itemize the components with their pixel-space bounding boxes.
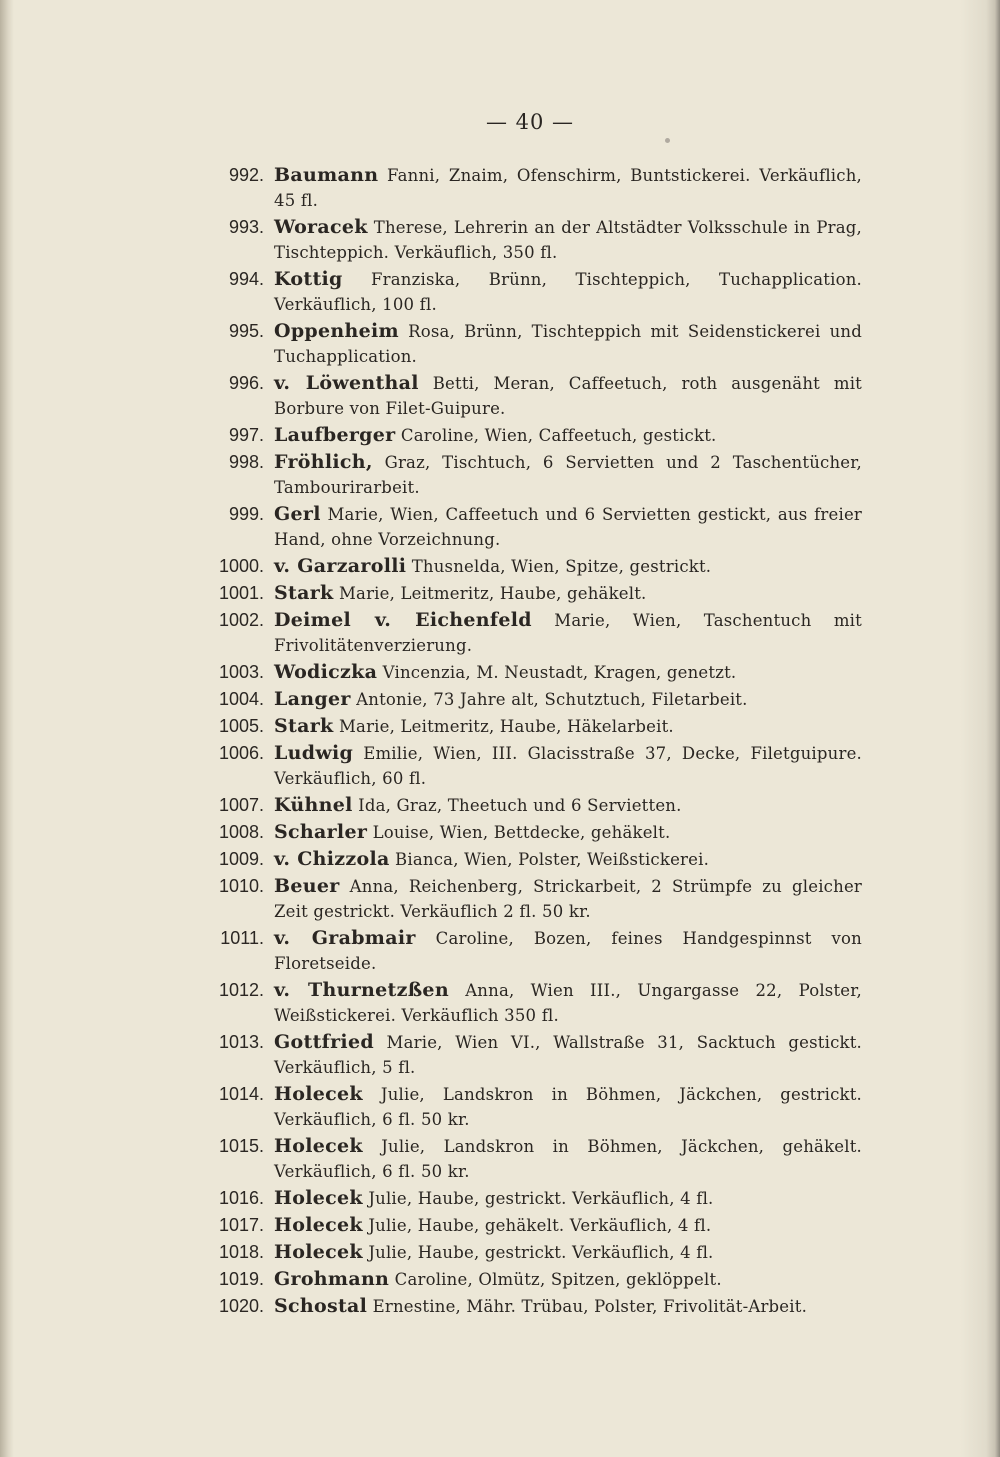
entry-number: 1001.	[218, 583, 264, 603]
entry-surname: Baumann	[274, 164, 379, 186]
entry-number: 1009.	[218, 849, 264, 869]
entry-number: 995.	[228, 321, 264, 341]
entry-surname: Kühnel	[274, 794, 353, 816]
entry-text: Therese, Lehrerin an der Altstädter Volksschule in Prag, Tischteppich. Verkäuflich, 350 fl.	[274, 218, 862, 262]
entry-text: Antonie, 73 Jahre alt, Schutztuch, Filetarbeit.	[356, 690, 748, 709]
list-item	[200, 820, 862, 845]
ink-spot	[665, 138, 670, 143]
entry-text: Marie, Wien VI., Wallstraße 31, Sacktuch gestickt. Verkäuflich, 5 fl.	[274, 1033, 862, 1077]
entry-surname: Kottig	[274, 268, 343, 290]
entry-text: Caroline, Olmütz, Spitzen, geklöppelt.	[394, 1270, 722, 1289]
list-item	[200, 1186, 862, 1211]
entry-body	[274, 1294, 862, 1319]
entry-body	[274, 820, 862, 845]
entry-number: 996.	[228, 373, 264, 393]
entry-body	[274, 319, 862, 369]
entry-text: Julie, Haube, gestrickt. Verkäuflich, 4 fl.	[368, 1189, 714, 1208]
entry-list	[200, 163, 862, 1321]
list-item	[200, 423, 862, 448]
list-item	[200, 581, 862, 606]
entry-number: 1004.	[218, 689, 264, 709]
entry-number: 1015.	[218, 1136, 264, 1156]
entry-number: 992.	[228, 165, 264, 185]
list-item	[200, 319, 862, 369]
list-item	[200, 978, 862, 1028]
entry-body	[274, 267, 862, 317]
entry-body	[274, 215, 862, 265]
entry-text: Julie, Landskron in Böhmen, Jäckchen, gehäkelt. Verkäuflich, 6 fl. 50 kr.	[274, 1137, 862, 1181]
entry-body	[274, 874, 862, 924]
list-item	[200, 608, 862, 658]
entry-surname: v. Chizzola	[274, 848, 390, 870]
list-item	[200, 714, 862, 739]
list-item	[200, 687, 862, 712]
entry-number: 1003.	[218, 662, 264, 682]
list-item	[200, 741, 862, 791]
entry-number: 1016.	[218, 1188, 264, 1208]
entry-number: 1012.	[218, 980, 264, 1000]
entry-body	[274, 1134, 862, 1184]
entry-body	[274, 687, 862, 712]
entry-text: Julie, Haube, gehäkelt. Verkäuflich, 4 fl.	[368, 1216, 712, 1235]
entry-surname: Grohmann	[274, 1268, 390, 1290]
entry-surname: Holecek	[274, 1083, 363, 1105]
list-item	[200, 1082, 862, 1132]
entry-body	[274, 163, 862, 213]
entry-body	[274, 1186, 862, 1211]
entry-number: 1011.	[220, 928, 264, 948]
list-item	[200, 450, 862, 500]
entry-text: Louise, Wien, Bettdecke, gehäkelt.	[372, 823, 671, 842]
entry-body	[274, 450, 862, 500]
entry-number: 1019.	[218, 1269, 264, 1289]
entry-number: 1006.	[218, 743, 264, 763]
entry-surname: Ludwig	[274, 742, 354, 764]
list-item	[200, 371, 862, 421]
entry-body	[274, 793, 862, 818]
entry-number: 1014.	[218, 1084, 264, 1104]
entry-body	[274, 978, 862, 1028]
list-item	[200, 554, 862, 579]
entry-body	[274, 554, 862, 579]
entry-text: Betti, Meran, Caffeetuch, roth ausgenäht mit Borbure von Filet-Guipure.	[274, 374, 863, 418]
entry-surname: Beuer	[274, 875, 340, 897]
entry-surname: Laufberger	[274, 424, 396, 446]
list-item	[200, 163, 862, 213]
entry-number: 1018.	[218, 1242, 264, 1262]
entry-surname: Stark	[274, 582, 334, 604]
list-item	[200, 267, 862, 317]
entry-surname: Gerl	[274, 503, 321, 525]
entry-text: Bianca, Wien, Polster, Weißstickerei.	[395, 850, 710, 869]
entry-surname: Holecek	[274, 1241, 363, 1263]
entry-body	[274, 1082, 862, 1132]
entry-body	[274, 371, 862, 421]
entry-number: 1000.	[218, 556, 264, 576]
entry-body	[274, 660, 862, 685]
list-item	[200, 926, 862, 976]
entry-surname: v. Thurnetzßen	[274, 979, 449, 1001]
list-item	[200, 1267, 862, 1292]
entry-number: 1017.	[218, 1215, 264, 1235]
entry-text: Anna, Reichenberg, Strickarbeit, 2 Strümpfe zu gleicher Zeit gestrickt. Verkäuflich 2 fl. 50 kr.	[274, 877, 862, 921]
entry-surname: Deimel v. Eichenfeld	[274, 609, 532, 631]
entry-number: 994.	[228, 269, 264, 289]
page-right-edge	[960, 0, 1000, 1457]
entry-number: 993.	[228, 217, 264, 237]
entry-number: 1008.	[218, 822, 264, 842]
entry-surname: Holecek	[274, 1187, 363, 1209]
entry-body	[274, 1240, 862, 1265]
entry-surname: Wodiczka	[274, 661, 378, 683]
entry-text: Fanni, Znaim, Ofenschirm, Buntstickerei. Verkäuflich, 45 fl.	[274, 166, 862, 210]
entry-body	[274, 926, 862, 976]
entry-body	[274, 608, 862, 658]
entry-number: 1002.	[218, 610, 264, 630]
entry-text: Marie, Wien, Caffeetuch und 6 Servietten gestickt, aus freier Hand, ohne Vorzeichnung.	[274, 505, 862, 549]
list-item	[200, 1213, 862, 1238]
list-item	[200, 793, 862, 818]
entry-surname: v. Löwenthal	[274, 372, 419, 394]
entry-text: Graz, Tischtuch, 6 Servietten und 2 Taschentücher, Tambourirarbeit.	[274, 453, 862, 497]
list-item	[200, 847, 862, 872]
entry-body	[274, 502, 862, 552]
entry-body	[274, 714, 862, 739]
entry-surname: Holecek	[274, 1214, 363, 1236]
entry-surname: Fröhlich,	[274, 451, 373, 473]
entry-text: Thusnelda, Wien, Spitze, gestrickt.	[411, 557, 712, 576]
entry-text: Marie, Leitmeritz, Haube, Häkelarbeit.	[338, 717, 674, 736]
entry-number: 1010.	[218, 876, 264, 896]
entry-surname: v. Grabmair	[274, 927, 416, 949]
entry-text: Franziska, Brünn, Tischteppich, Tuchapplication. Verkäuflich, 100 fl.	[274, 270, 863, 314]
entry-text: Caroline, Wien, Caffeetuch, gestickt.	[400, 426, 717, 445]
entry-body	[274, 1213, 862, 1238]
entry-surname: Woracek	[274, 216, 368, 238]
entry-number: 1013.	[218, 1032, 264, 1052]
entry-surname: v. Garzarolli	[274, 555, 407, 577]
entry-text: Vincenzia, M. Neustadt, Kragen, genetzt.	[382, 663, 737, 682]
entry-surname: Scharler	[274, 821, 368, 843]
entry-text: Julie, Haube, gestrickt. Verkäuflich, 4 fl.	[368, 1243, 714, 1262]
entry-number: 998.	[228, 452, 264, 472]
entry-text: Caroline, Bozen, feines Handgespinnst von Floretseide.	[274, 929, 862, 973]
list-item	[200, 1294, 862, 1319]
entry-surname: Oppenheim	[274, 320, 399, 342]
entry-number: 1020.	[218, 1296, 264, 1316]
entry-text: Marie, Wien, Taschentuch mit Frivolitätenverzierung.	[274, 611, 862, 655]
entry-body	[274, 1267, 862, 1292]
entry-text: Ida, Graz, Theetuch und 6 Servietten.	[358, 796, 682, 815]
list-item	[200, 1030, 862, 1080]
entry-surname: Gottfried	[274, 1031, 374, 1053]
entry-text: Julie, Landskron in Böhmen, Jäckchen, gestrickt. Verkäuflich, 6 fl. 50 kr.	[274, 1085, 862, 1129]
entry-text: Anna, Wien III., Ungargasse 22, Polster, Weißstickerei. Verkäuflich 350 fl.	[274, 981, 862, 1025]
entry-text: Ernestine, Mähr. Trübau, Polster, Frivolität-Arbeit.	[372, 1297, 808, 1316]
entry-number: 997.	[228, 425, 264, 445]
entry-surname: Schostal	[274, 1295, 368, 1317]
list-item	[200, 1240, 862, 1265]
list-item	[200, 215, 862, 265]
entry-number: 999.	[228, 504, 264, 524]
entry-body	[274, 741, 862, 791]
entry-text: Rosa, Brünn, Tischteppich mit Seidenstickerei und Tuchapplication.	[274, 322, 862, 366]
entry-surname: Holecek	[274, 1135, 363, 1157]
entry-body	[274, 1030, 862, 1080]
list-item	[200, 660, 862, 685]
entry-surname: Langer	[274, 688, 351, 710]
entry-surname: Stark	[274, 715, 334, 737]
entry-body	[274, 581, 862, 606]
entry-number: 1005.	[218, 716, 264, 736]
page-number: — 40 —	[485, 110, 575, 134]
entry-text: Emilie, Wien, III. Glacisstraße 37, Decke, Filetguipure. Verkäuflich, 60 fl.	[274, 744, 862, 788]
list-item	[200, 874, 862, 924]
entry-body	[274, 423, 862, 448]
entry-text: Marie, Leitmeritz, Haube, gehäkelt.	[338, 584, 647, 603]
entry-number: 1007.	[218, 795, 264, 815]
list-item	[200, 502, 862, 552]
list-item	[200, 1134, 862, 1184]
entry-body	[274, 847, 862, 872]
page-left-edge	[0, 0, 14, 1457]
